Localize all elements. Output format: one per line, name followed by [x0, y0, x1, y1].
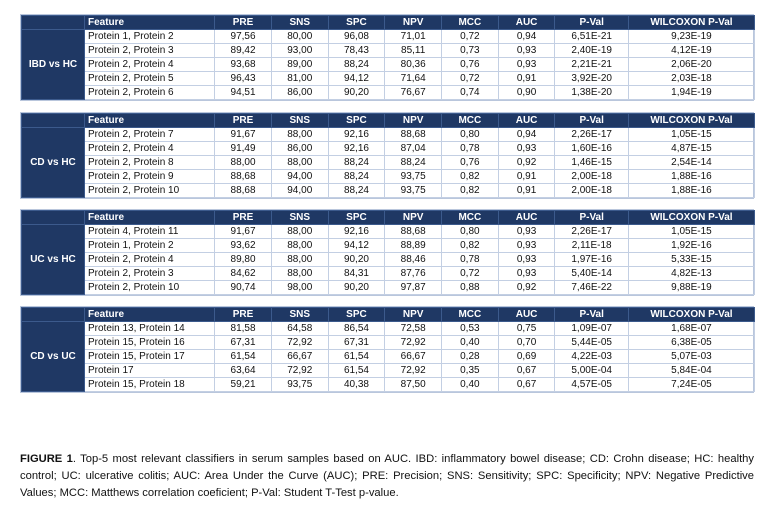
value-cell: 1,38E-20 [555, 86, 629, 100]
column-header: SPC [328, 114, 385, 128]
value-cell: 89,42 [215, 44, 272, 58]
comparison-block [20, 306, 754, 393]
table-row [22, 156, 755, 170]
value-cell: 90,20 [328, 253, 385, 267]
table-row [22, 364, 755, 378]
value-cell: 0,93 [498, 142, 555, 156]
value-cell: 5,07E-03 [628, 350, 754, 364]
column-header: Feature [85, 211, 215, 225]
value-cell: 6,38E-05 [628, 336, 754, 350]
value-cell: 0,76 [442, 156, 499, 170]
value-cell: 0,73 [442, 44, 499, 58]
value-cell: 88,00 [271, 253, 328, 267]
column-header: AUC [498, 308, 555, 322]
value-cell: 0,93 [498, 239, 555, 253]
value-cell: 66,67 [385, 350, 442, 364]
value-cell: 96,43 [215, 72, 272, 86]
comparison-block [20, 14, 754, 101]
value-cell: 1,68E-07 [628, 322, 754, 336]
value-cell: 88,46 [385, 253, 442, 267]
value-cell: 92,16 [328, 142, 385, 156]
value-cell: 88,00 [271, 267, 328, 281]
value-cell: 88,00 [271, 239, 328, 253]
value-cell: 9,88E-19 [628, 281, 754, 295]
value-cell: 0,69 [498, 350, 555, 364]
table-row [22, 322, 755, 336]
value-cell: 85,11 [385, 44, 442, 58]
value-cell: 4,82E-13 [628, 267, 754, 281]
value-cell: 96,08 [328, 30, 385, 44]
value-cell: 94,00 [271, 184, 328, 198]
value-cell: 0,90 [498, 86, 555, 100]
value-cell: 93,68 [215, 58, 272, 72]
value-cell: 0,75 [498, 322, 555, 336]
value-cell: 90,20 [328, 281, 385, 295]
value-cell: 93,62 [215, 239, 272, 253]
value-cell: 6,51E-21 [555, 30, 629, 44]
value-cell: 61,54 [215, 350, 272, 364]
comparison-table [21, 210, 755, 295]
header-row [22, 308, 755, 322]
header-row [22, 114, 755, 128]
column-header: WILCOXON P-Val [628, 308, 754, 322]
column-header: AUC [498, 16, 555, 30]
value-cell: 94,51 [215, 86, 272, 100]
value-cell: 72,92 [385, 336, 442, 350]
feature-cell: Protein 2, Protein 7 [85, 128, 215, 142]
value-cell: 97,56 [215, 30, 272, 44]
table-row [22, 225, 755, 239]
value-cell: 1,94E-19 [628, 86, 754, 100]
value-cell: 0,70 [498, 336, 555, 350]
results-tables [20, 14, 754, 403]
column-header: AUC [498, 114, 555, 128]
feature-cell: Protein 2, Protein 3 [85, 267, 215, 281]
feature-cell: Protein 13, Protein 14 [85, 322, 215, 336]
value-cell: 0,82 [442, 170, 499, 184]
value-cell: 0,94 [498, 128, 555, 142]
value-cell: 78,43 [328, 44, 385, 58]
value-cell: 1,97E-16 [555, 253, 629, 267]
value-cell: 40,38 [328, 378, 385, 392]
column-header: NPV [385, 211, 442, 225]
feature-cell: Protein 2, Protein 8 [85, 156, 215, 170]
value-cell: 89,00 [271, 58, 328, 72]
value-cell: 2,54E-14 [628, 156, 754, 170]
header-row [22, 16, 755, 30]
value-cell: 2,11E-18 [555, 239, 629, 253]
feature-cell: Protein 15, Protein 18 [85, 378, 215, 392]
value-cell: 81,00 [271, 72, 328, 86]
comparison-table [21, 15, 755, 100]
comparison-label: IBD vs HC [22, 30, 85, 100]
value-cell: 0,74 [442, 86, 499, 100]
value-cell: 0,93 [498, 267, 555, 281]
value-cell: 88,00 [215, 156, 272, 170]
feature-cell: Protein 2, Protein 9 [85, 170, 215, 184]
value-cell: 0,94 [498, 30, 555, 44]
value-cell: 7,46E-22 [555, 281, 629, 295]
value-cell: 5,44E-05 [555, 336, 629, 350]
value-cell: 2,26E-17 [555, 128, 629, 142]
value-cell: 5,84E-04 [628, 364, 754, 378]
column-header: SPC [328, 16, 385, 30]
value-cell: 88,24 [328, 170, 385, 184]
value-cell: 87,76 [385, 267, 442, 281]
feature-cell: Protein 1, Protein 2 [85, 239, 215, 253]
value-cell: 88,24 [328, 58, 385, 72]
table-row [22, 142, 755, 156]
column-header: WILCOXON P-Val [628, 114, 754, 128]
value-cell: 87,50 [385, 378, 442, 392]
value-cell: 1,60E-16 [555, 142, 629, 156]
figure-caption [20, 451, 754, 502]
feature-cell: Protein 2, Protein 10 [85, 184, 215, 198]
value-cell: 72,92 [271, 336, 328, 350]
value-cell: 0,92 [498, 156, 555, 170]
value-cell: 5,00E-04 [555, 364, 629, 378]
value-cell: 86,00 [271, 142, 328, 156]
comparison-table [21, 307, 755, 392]
caption-label: FIGURE 1 [20, 453, 73, 466]
feature-cell: Protein 1, Protein 2 [85, 30, 215, 44]
value-cell: 87,04 [385, 142, 442, 156]
table-row [22, 44, 755, 58]
comparison-block [20, 112, 754, 199]
value-cell: 1,46E-15 [555, 156, 629, 170]
value-cell: 80,00 [271, 30, 328, 44]
feature-cell: Protein 2, Protein 4 [85, 142, 215, 156]
feature-cell: Protein 17 [85, 364, 215, 378]
table-row [22, 170, 755, 184]
value-cell: 0,40 [442, 336, 499, 350]
column-header: NPV [385, 114, 442, 128]
comparison-label: CD vs HC [22, 128, 85, 198]
column-header: AUC [498, 211, 555, 225]
value-cell: 0,53 [442, 322, 499, 336]
value-cell: 61,54 [328, 364, 385, 378]
value-cell: 0,82 [442, 239, 499, 253]
comparison-label: UC vs HC [22, 225, 85, 295]
column-header: PRE [215, 211, 272, 225]
feature-cell: Protein 2, Protein 3 [85, 44, 215, 58]
value-cell: 1,88E-16 [628, 184, 754, 198]
value-cell: 92,16 [328, 225, 385, 239]
table-row [22, 267, 755, 281]
column-header: Feature [85, 16, 215, 30]
value-cell: 0,80 [442, 128, 499, 142]
value-cell: 2,21E-21 [555, 58, 629, 72]
value-cell: 88,24 [328, 184, 385, 198]
value-cell: 93,75 [385, 184, 442, 198]
value-cell: 0,93 [498, 58, 555, 72]
value-cell: 91,67 [215, 128, 272, 142]
column-header: WILCOXON P-Val [628, 211, 754, 225]
feature-cell: Protein 15, Protein 16 [85, 336, 215, 350]
value-cell: 93,00 [271, 44, 328, 58]
header-blank-cell [22, 114, 85, 128]
column-header: SPC [328, 211, 385, 225]
table-row [22, 281, 755, 295]
value-cell: 89,80 [215, 253, 272, 267]
column-header: MCC [442, 114, 499, 128]
value-cell: 0,72 [442, 30, 499, 44]
value-cell: 80,36 [385, 58, 442, 72]
column-header: SNS [271, 16, 328, 30]
value-cell: 0,88 [442, 281, 499, 295]
table-row [22, 378, 755, 392]
value-cell: 0,93 [498, 225, 555, 239]
column-header: SNS [271, 308, 328, 322]
column-header: SNS [271, 114, 328, 128]
column-header: SPC [328, 308, 385, 322]
value-cell: 88,89 [385, 239, 442, 253]
value-cell: 1,92E-16 [628, 239, 754, 253]
header-blank-cell [22, 211, 85, 225]
column-header: NPV [385, 16, 442, 30]
value-cell: 88,00 [271, 225, 328, 239]
value-cell: 88,68 [215, 184, 272, 198]
value-cell: 84,31 [328, 267, 385, 281]
comparison-label: CD vs UC [22, 322, 85, 392]
value-cell: 2,26E-17 [555, 225, 629, 239]
feature-cell: Protein 4, Protein 11 [85, 225, 215, 239]
value-cell: 88,68 [385, 128, 442, 142]
value-cell: 92,16 [328, 128, 385, 142]
column-header: WILCOXON P-Val [628, 16, 754, 30]
value-cell: 94,12 [328, 72, 385, 86]
value-cell: 2,40E-19 [555, 44, 629, 58]
feature-cell: Protein 2, Protein 5 [85, 72, 215, 86]
value-cell: 66,67 [271, 350, 328, 364]
value-cell: 72,92 [271, 364, 328, 378]
feature-cell: Protein 15, Protein 17 [85, 350, 215, 364]
value-cell: 2,06E-20 [628, 58, 754, 72]
value-cell: 4,12E-19 [628, 44, 754, 58]
table-row [22, 72, 755, 86]
value-cell: 67,31 [328, 336, 385, 350]
value-cell: 72,92 [385, 364, 442, 378]
value-cell: 0,72 [442, 72, 499, 86]
value-cell: 90,20 [328, 86, 385, 100]
value-cell: 1,05E-15 [628, 225, 754, 239]
feature-cell: Protein 2, Protein 6 [85, 86, 215, 100]
value-cell: 88,68 [385, 225, 442, 239]
header-row [22, 211, 755, 225]
value-cell: 97,87 [385, 281, 442, 295]
value-cell: 7,24E-05 [628, 378, 754, 392]
column-header: P-Val [555, 211, 629, 225]
table-row [22, 86, 755, 100]
value-cell: 0,67 [498, 364, 555, 378]
value-cell: 88,00 [271, 128, 328, 142]
value-cell: 86,00 [271, 86, 328, 100]
value-cell: 0,40 [442, 378, 499, 392]
value-cell: 4,22E-03 [555, 350, 629, 364]
table-row [22, 239, 755, 253]
value-cell: 90,74 [215, 281, 272, 295]
comparison-block [20, 209, 754, 296]
value-cell: 64,58 [271, 322, 328, 336]
value-cell: 63,64 [215, 364, 272, 378]
value-cell: 0,91 [498, 170, 555, 184]
value-cell: 0,92 [498, 281, 555, 295]
value-cell: 72,58 [385, 322, 442, 336]
column-header: P-Val [555, 16, 629, 30]
table-row [22, 253, 755, 267]
value-cell: 86,54 [328, 322, 385, 336]
value-cell: 93,75 [271, 378, 328, 392]
feature-cell: Protein 2, Protein 4 [85, 58, 215, 72]
value-cell: 94,00 [271, 170, 328, 184]
table-row [22, 128, 755, 142]
value-cell: 88,24 [328, 156, 385, 170]
value-cell: 0,91 [498, 184, 555, 198]
value-cell: 93,75 [385, 170, 442, 184]
value-cell: 5,33E-15 [628, 253, 754, 267]
value-cell: 88,24 [385, 156, 442, 170]
value-cell: 4,57E-05 [555, 378, 629, 392]
column-header: P-Val [555, 114, 629, 128]
value-cell: 61,54 [328, 350, 385, 364]
value-cell: 0,82 [442, 184, 499, 198]
column-header: PRE [215, 114, 272, 128]
value-cell: 88,00 [271, 156, 328, 170]
column-header: MCC [442, 16, 499, 30]
table-row [22, 336, 755, 350]
value-cell: 91,67 [215, 225, 272, 239]
column-header: PRE [215, 308, 272, 322]
value-cell: 0,28 [442, 350, 499, 364]
value-cell: 88,68 [215, 170, 272, 184]
value-cell: 0,91 [498, 72, 555, 86]
column-header: Feature [85, 114, 215, 128]
column-header: NPV [385, 308, 442, 322]
caption-text: . Top-5 most relevant classifiers in serum samples based on AUC. IBD: inflammatory bowel disease; CD: Crohn disease; HC: healthy control; UC: ulcerative colitis; AUC: Area Under the Curve (AUC); PRE: Precision; SNS: Sensitivity; SPC: Specificity; NPV: Negative Predictive Values; MCC: Matthews correlation coeficient; P-Val: Student T-Test p-value. [20, 453, 754, 500]
value-cell: 84,62 [215, 267, 272, 281]
header-blank-cell [22, 16, 85, 30]
value-cell: 1,05E-15 [628, 128, 754, 142]
value-cell: 0,78 [442, 253, 499, 267]
value-cell: 0,93 [498, 253, 555, 267]
table-row [22, 184, 755, 198]
value-cell: 9,23E-19 [628, 30, 754, 44]
value-cell: 67,31 [215, 336, 272, 350]
value-cell: 0,67 [498, 378, 555, 392]
column-header: MCC [442, 211, 499, 225]
value-cell: 0,78 [442, 142, 499, 156]
value-cell: 0,35 [442, 364, 499, 378]
value-cell: 98,00 [271, 281, 328, 295]
table-row [22, 58, 755, 72]
column-header: SNS [271, 211, 328, 225]
header-blank-cell [22, 308, 85, 322]
value-cell: 2,00E-18 [555, 170, 629, 184]
column-header: P-Val [555, 308, 629, 322]
value-cell: 2,03E-18 [628, 72, 754, 86]
value-cell: 5,40E-14 [555, 267, 629, 281]
table-row [22, 350, 755, 364]
value-cell: 0,93 [498, 44, 555, 58]
table-row [22, 30, 755, 44]
value-cell: 59,21 [215, 378, 272, 392]
value-cell: 94,12 [328, 239, 385, 253]
value-cell: 0,72 [442, 267, 499, 281]
column-header: Feature [85, 308, 215, 322]
value-cell: 2,00E-18 [555, 184, 629, 198]
comparison-table [21, 113, 755, 198]
value-cell: 91,49 [215, 142, 272, 156]
column-header: MCC [442, 308, 499, 322]
value-cell: 1,09E-07 [555, 322, 629, 336]
value-cell: 0,76 [442, 58, 499, 72]
value-cell: 76,67 [385, 86, 442, 100]
value-cell: 81,58 [215, 322, 272, 336]
value-cell: 1,88E-16 [628, 170, 754, 184]
column-header: PRE [215, 16, 272, 30]
value-cell: 4,87E-15 [628, 142, 754, 156]
value-cell: 0,80 [442, 225, 499, 239]
value-cell: 3,92E-20 [555, 72, 629, 86]
feature-cell: Protein 2, Protein 4 [85, 253, 215, 267]
value-cell: 71,64 [385, 72, 442, 86]
feature-cell: Protein 2, Protein 10 [85, 281, 215, 295]
value-cell: 71,01 [385, 30, 442, 44]
